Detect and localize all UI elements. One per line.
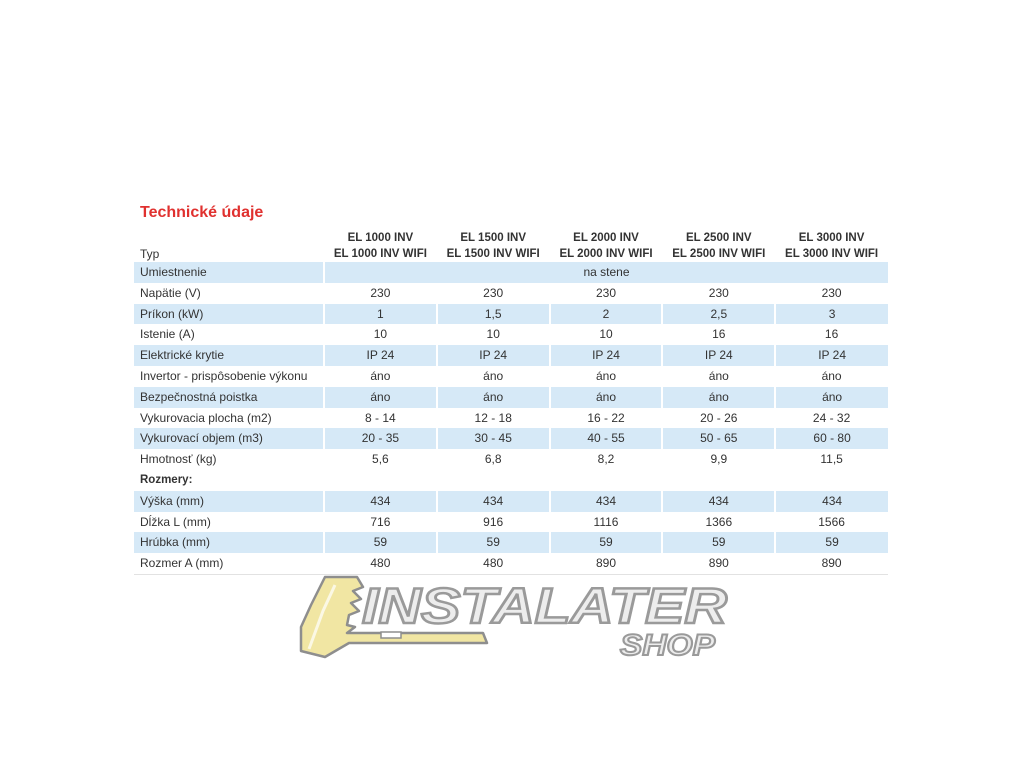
model-header: EL 1500 INV EL 1500 INV WIFI	[446, 232, 540, 260]
row-value: 716	[370, 514, 391, 529]
row-value: IP 24	[550, 345, 663, 366]
row-value: 1	[324, 304, 437, 325]
row-value: áno	[437, 387, 550, 408]
row-value: 16 - 22	[587, 410, 625, 425]
table-row	[134, 449, 888, 470]
row-label: Umiestnenie	[134, 262, 324, 283]
row-label: Vykurovací objem (m3)	[134, 428, 324, 449]
section-title: Technické údaje	[140, 204, 264, 221]
row-value: 50 - 65	[662, 428, 775, 449]
row-value: 16	[824, 327, 839, 342]
technical-data-sheet	[134, 200, 888, 575]
row-value: 1116	[593, 514, 619, 529]
row-label: Bezpečnostná poistka	[134, 387, 324, 408]
row-label: Príkon (kW)	[134, 304, 324, 325]
table-row	[134, 491, 888, 512]
table-row	[134, 304, 888, 325]
row-value: 5,6	[372, 452, 389, 467]
row-value: 3	[775, 304, 888, 325]
row-value: 6,8	[484, 452, 502, 467]
row-label: Napätie (V)	[140, 285, 201, 300]
row-value: áno	[324, 387, 437, 408]
row-label: Hmotnosť (kg)	[140, 452, 217, 467]
row-value: 20 - 26	[700, 410, 738, 425]
row-label: Istenie (A)	[140, 327, 195, 342]
row-value: 230	[821, 285, 842, 300]
table-row	[134, 324, 888, 345]
specs-table	[134, 226, 888, 575]
table-header-row	[134, 226, 888, 262]
row-value: 434	[437, 491, 550, 512]
logo-text-instalater: INSTALATER	[362, 578, 727, 634]
row-value: 2	[550, 304, 663, 325]
row-value: 1566	[818, 514, 845, 529]
row-value: 10	[486, 327, 500, 342]
row-value: 1,5	[437, 304, 550, 325]
row-value: 59	[437, 532, 550, 553]
row-value: 434	[775, 491, 888, 512]
row-label: Hrúbka (mm)	[134, 532, 324, 553]
row-label: Výška (mm)	[134, 491, 324, 512]
table-row	[134, 283, 888, 304]
row-value: 890	[550, 553, 663, 574]
table-row	[134, 345, 888, 366]
table-row	[134, 366, 888, 387]
row-value: IP 24	[662, 345, 775, 366]
row-value: áno	[662, 387, 775, 408]
row-value: 30 - 45	[437, 428, 550, 449]
row-value: 1366	[705, 514, 733, 529]
row-value: 9,9	[710, 452, 728, 467]
row-value: 10	[599, 327, 613, 342]
row-value: 11,5	[820, 452, 843, 467]
row-value: 12 - 18	[474, 410, 512, 425]
row-value: 59	[775, 532, 888, 553]
model-header: EL 1000 INV EL 1000 INV WIFI	[333, 232, 427, 260]
table-row	[134, 408, 888, 429]
logo-text-shop: SHOP	[620, 629, 717, 662]
row-value: áno	[821, 368, 842, 383]
row-value: 480	[437, 553, 550, 574]
table-row	[134, 532, 888, 553]
row-value: áno	[550, 387, 663, 408]
row-value: áno	[483, 368, 504, 383]
row-value: 59	[662, 532, 775, 553]
table-row	[134, 387, 888, 408]
row-value: 24 - 32	[812, 410, 851, 425]
table-row	[134, 262, 888, 283]
row-value: IP 24	[437, 345, 550, 366]
row-value: áno	[775, 387, 888, 408]
row-value: IP 24	[324, 345, 437, 366]
row-value: 8 - 14	[365, 410, 396, 425]
row-value: 890	[775, 553, 888, 574]
row-value: 10	[373, 327, 388, 342]
row-value: 434	[550, 491, 663, 512]
row-value: 8,2	[597, 452, 615, 467]
row-value: áno	[370, 368, 391, 383]
row-value: 916	[483, 514, 504, 529]
type-label: Typ	[140, 247, 160, 261]
row-value: áno	[595, 368, 616, 383]
table-row	[134, 428, 888, 449]
row-value: 59	[550, 532, 663, 553]
row-value: 60 - 80	[775, 428, 888, 449]
row-value: 890	[662, 553, 775, 574]
row-label: Elektrické krytie	[134, 345, 324, 366]
row-value: 434	[324, 491, 437, 512]
model-header: EL 3000 INV EL 3000 INV WIFI	[785, 232, 879, 260]
model-header: EL 2500 INV EL 2500 INV WIFI	[672, 232, 766, 260]
row-value: 230	[370, 285, 391, 300]
row-value: 230	[595, 285, 616, 300]
row-value: 434	[662, 491, 775, 512]
model-header: EL 2000 INV EL 2000 INV WIFI	[559, 232, 653, 260]
row-value: 59	[324, 532, 437, 553]
dimensions-heading: Rozmery:	[140, 473, 193, 486]
row-value: IP 24	[775, 345, 888, 366]
row-value: áno	[708, 368, 729, 383]
row-value: 40 - 55	[550, 428, 663, 449]
row-label: Rozmer A (mm)	[134, 553, 324, 574]
row-value: na stene	[324, 262, 888, 283]
row-value: 2,5	[662, 304, 775, 325]
row-value: 16	[712, 327, 726, 342]
table-row	[134, 512, 888, 533]
row-value: 230	[483, 285, 504, 300]
row-value: 480	[324, 553, 437, 574]
instalater-shop-watermark	[295, 565, 735, 665]
row-label: Vykurovacia plocha (m2)	[140, 410, 272, 425]
dimensions-heading-row	[134, 470, 888, 491]
row-label: Dĺžka L (mm)	[140, 514, 211, 529]
row-value: 230	[708, 285, 729, 300]
row-label: Invertor - prispôsobenie výkonu	[140, 368, 308, 383]
row-value: 20 - 35	[324, 428, 437, 449]
